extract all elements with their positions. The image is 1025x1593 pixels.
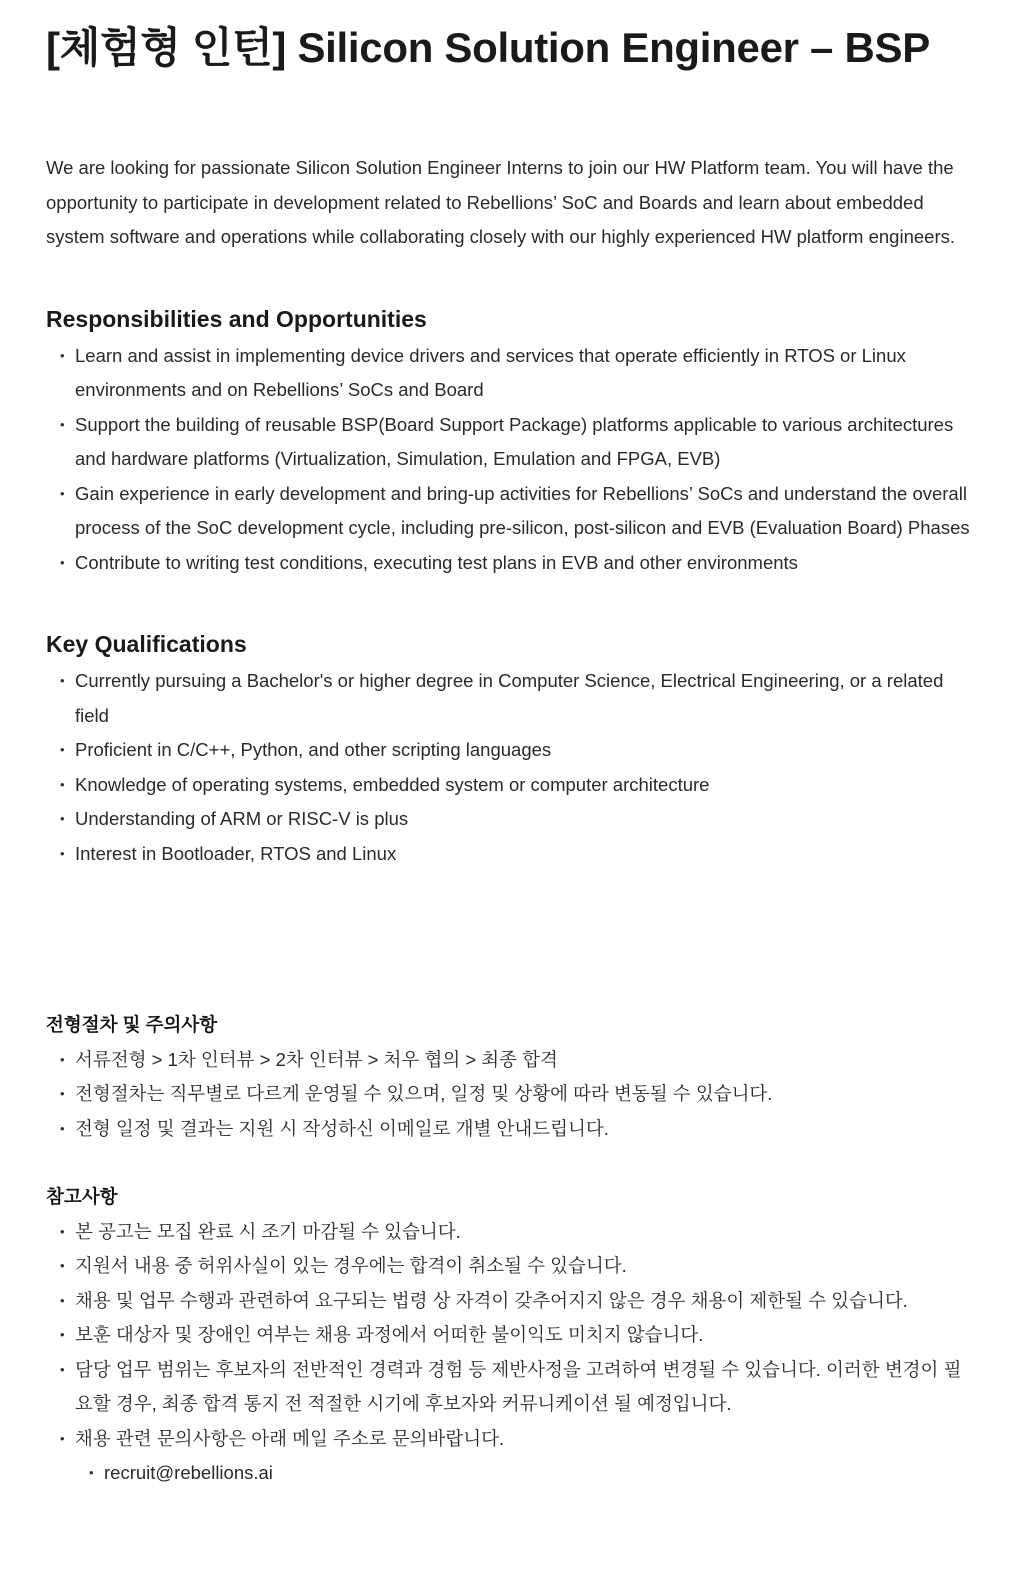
process-list: [46, 1043, 979, 1147]
contact-sublist: [75, 1456, 973, 1491]
list-item: • 채용 및 업무 수행과 관련하여 요구되는 법령 상 자격이 갖추어지지 않은 경우 채용이 제한될 수 있습니다.: [75, 1284, 979, 1319]
list-item: • Gain experience in early development and bring-up activities for Rebellions’ SoCs and understand the overall process of the SoC development cycle, including pre-silicon, post-silicon and EVB (Evaluation Board) Phases: [75, 477, 979, 546]
notes-list: [46, 1215, 979, 1491]
page-title: [체험형 인턴] Silicon Solution Engineer – BSP: [46, 24, 930, 71]
list-item: • Support the building of reusable BSP(Board Support Package) platforms applicable to various architectures and hardware platforms (Virtualization, Simulation, Emulation and FPGA, EVB): [75, 408, 979, 477]
list-item: • Learn and assist in implementing device drivers and services that operate efficiently in RTOS or Linux environments and on Rebellions’ SoCs and Board: [75, 339, 979, 408]
list-item: • 채용 관련 문의사항은 아래 메일 주소로 문의바랍니다. • recruit@rebellions.ai: [75, 1422, 979, 1491]
list-item: • 보훈 대상자 및 장애인 여부는 채용 과정에서 어떠한 불이익도 미치지 않습니다.: [75, 1318, 979, 1353]
qualifications-heading: Key Qualifications: [46, 631, 247, 657]
responsibilities-heading: Responsibilities and Opportunities: [46, 305, 427, 332]
intro-paragraph: We are looking for passionate Silicon Solution Engineer Interns to join our HW Platform team. You will have the opportunity to participate in development related to Rebellions’ SoC and Boards and learn about embedded system software and operations while collaborating closely with our highly experienced HW platform engineers.: [46, 157, 956, 247]
list-item: • Interest in Bootloader, RTOS and Linux: [75, 837, 979, 872]
list-item: • 전형 일정 및 결과는 지원 시 작성하신 이메일로 개별 안내드립니다.: [75, 1112, 979, 1147]
process-heading: 전형절차 및 주의사항: [46, 1014, 218, 1035]
list-item: • 지원서 내용 중 허위사실이 있는 경우에는 합격이 취소될 수 있습니다.: [75, 1249, 979, 1284]
list-item: • 담당 업무 범위는 후보자의 전반적인 경력과 경험 등 제반사정을 고려하여 변경될 수 있습니다. 이러한 변경이 필요할 경우, 최종 합격 통지 전 적절한 시기에 후보자와 커뮤니케이션 될 예정입니다.: [75, 1353, 979, 1422]
list-item: • Currently pursuing a Bachelor's or higher degree in Computer Science, Electrical Engineering, or a related field: [75, 664, 979, 733]
contact-email[interactable]: • recruit@rebellions.ai: [104, 1456, 973, 1491]
list-item: • Knowledge of operating systems, embedded system or computer architecture: [75, 768, 979, 803]
qualifications-list: [46, 664, 979, 871]
spacer: [46, 1146, 979, 1180]
list-item: • 본 공고는 모집 완료 시 조기 마감될 수 있습니다.: [75, 1215, 979, 1250]
spacer: [46, 871, 979, 1008]
list-item: • Understanding of ARM or RISC-V is plus: [75, 802, 979, 837]
list-item: • 서류전형 > 1차 인터뷰 > 2차 인터뷰 > 처우 협의 > 최종 합격: [75, 1043, 979, 1078]
responsibilities-list: [46, 339, 979, 581]
list-item: • Proficient in C/C++, Python, and other scripting languages: [75, 733, 979, 768]
list-item: • 전형절차는 직무별로 다르게 운영될 수 있으며, 일정 및 상황에 따라 변동될 수 있습니다.: [75, 1077, 979, 1112]
notes-heading: 참고사항: [46, 1186, 118, 1207]
list-item: • Contribute to writing test conditions, executing test plans in EVB and other environments: [75, 546, 979, 581]
